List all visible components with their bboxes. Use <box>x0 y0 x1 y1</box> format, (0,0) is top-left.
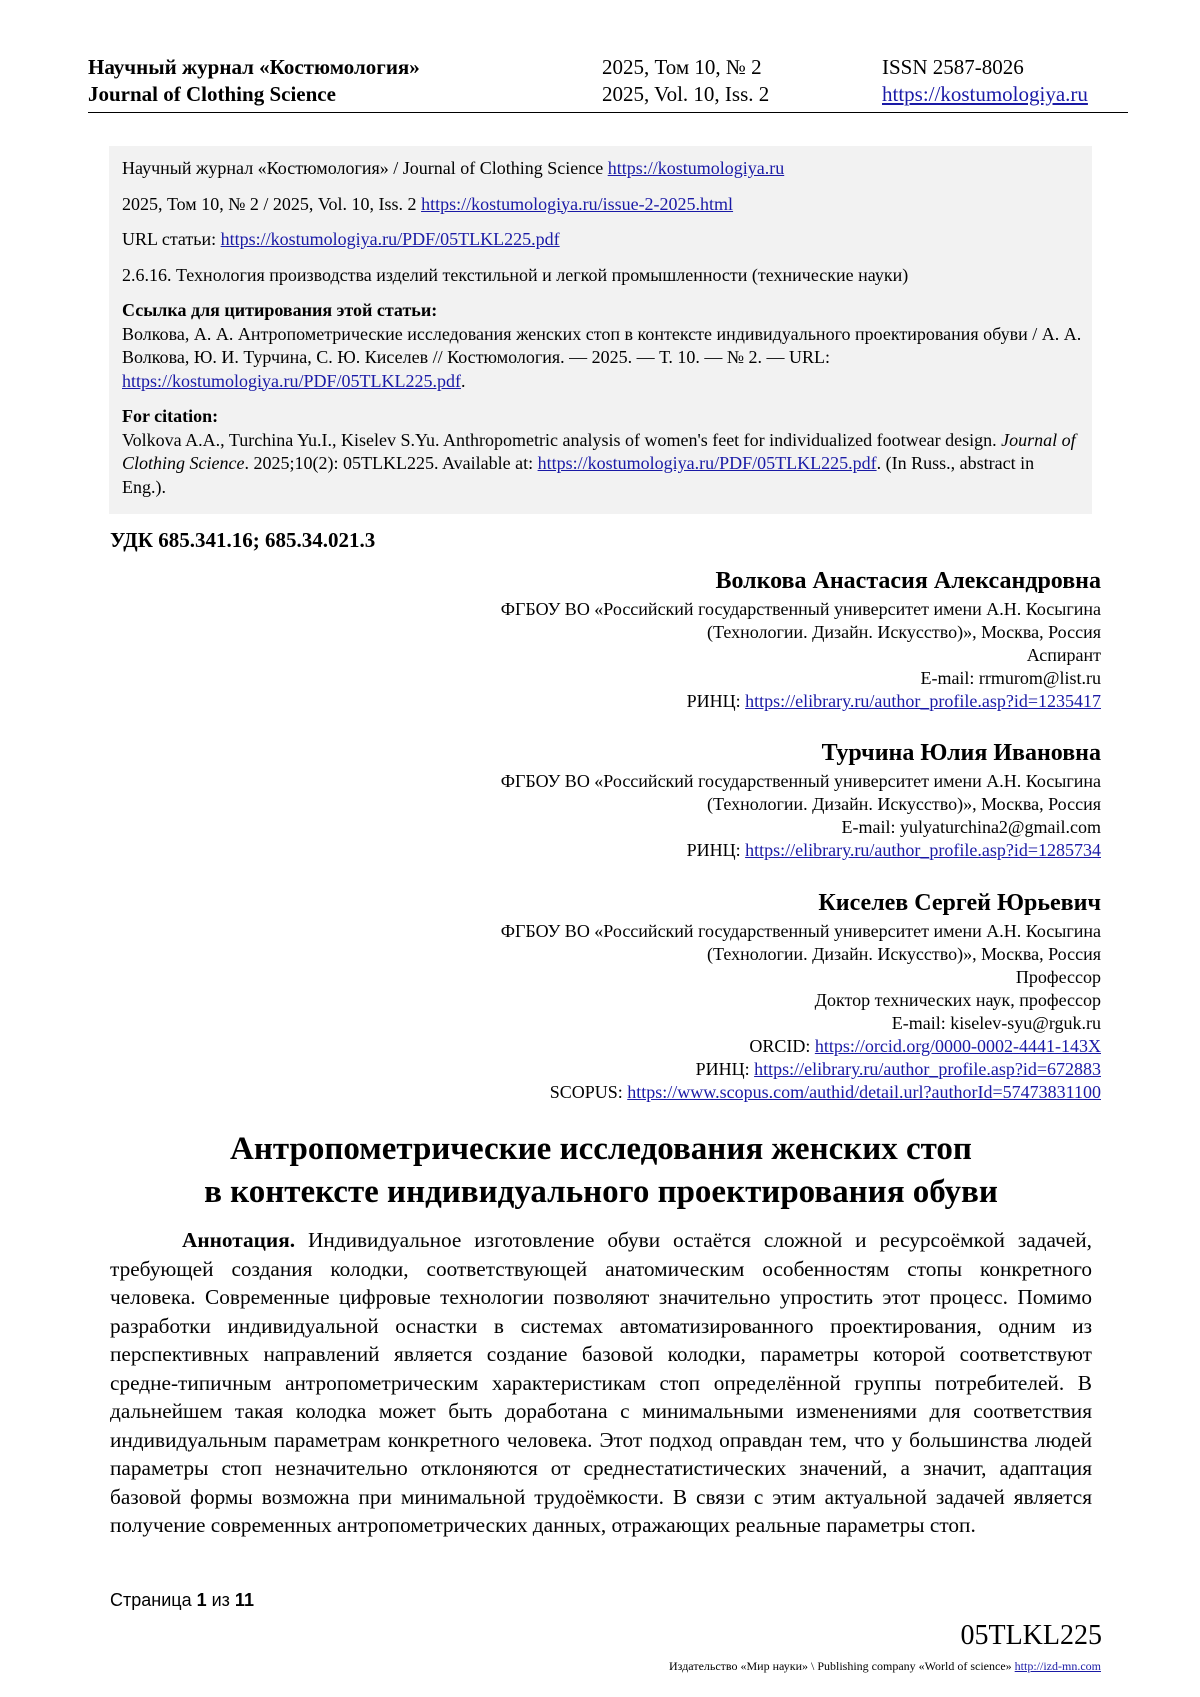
page-current: 1 <box>196 1590 207 1610</box>
page-number: Страница 1 из 11 <box>110 1590 254 1610</box>
author-name: Турчина Юлия Ивановна <box>821 740 1101 766</box>
udk-code: УДК 685.341.16; 685.34.021.3 <box>110 528 376 552</box>
en-citation-text: Volkova A.A., Turchina Yu.I., Kiselev S.Yu. Anthropometric analysis of women's feet for individualized footwear design. <box>122 429 1002 450</box>
en-citation-journal: Journal of Clothing Science <box>122 429 1076 473</box>
abstract-label: Аннотация. <box>182 1228 296 1252</box>
article-title-line-1: Антропометрические исследования женских стоп <box>230 1131 972 1167</box>
cite-journal-text: Научный журнал «Костюмология» / Journal of Clothing Science <box>122 158 608 178</box>
author-rinc: РИНЦ: https://elibrary.ru/author_profile.asp?id=1235417 <box>686 691 1101 711</box>
cite-journal-line <box>122 157 1082 181</box>
author-name: Киселев Сергей Юрьевич <box>818 890 1101 916</box>
author-name: Волкова Анастасия Александровна <box>715 568 1101 594</box>
cite-issue-link[interactable]: https://kostumologiya.ru/issue-2-2025.html <box>421 193 734 214</box>
header-journal <box>88 54 420 108</box>
journal-name-ru: Научный журнал «Костюмология» <box>88 55 420 79</box>
en-citation-link[interactable]: https://kostumologiya.ru/PDF/05TLKL225.pdf <box>537 453 877 473</box>
ru-citation-heading: Ссылка для цитирования этой статьи: <box>122 300 438 320</box>
author-affiliation: ФГБОУ ВО «Российский государственный университет имени А.Н. Косыгина <box>500 771 1101 791</box>
author-affiliation-cont: (Технологии. Дизайн. Искусство)», Москва, Россия <box>707 794 1101 814</box>
publisher-line: Издательство «Мир науки» \ Publishing company «World of science» http://izd-mn.com <box>669 1659 1101 1673</box>
header-issn <box>882 54 1088 108</box>
ru-citation-link[interactable]: https://kostumologiya.ru/PDF/05TLKL225.pdf <box>122 370 462 391</box>
author-affiliation: ФГБОУ ВО «Российский государственный университет имени А.Н. Косыгина <box>500 599 1101 619</box>
header-issue <box>602 54 769 108</box>
page-total: 11 <box>234 1590 254 1610</box>
author-position: Аспирант <box>1026 645 1101 665</box>
article-title <box>110 1128 1092 1214</box>
ru-citation: Волкова, А. А. Антропометрические исследования женских стоп в контексте индивидуального проектирования обуви / А. А. Волкова, Ю. И. Турчина, С. Ю. Киселев // Костюмология. — 2025. — Т. 10. — № 2. — URL: https://kostumologiya.ru/PDF/05TLKL225.pdf. <box>122 323 1082 391</box>
rinc-link[interactable]: https://elibrary.ru/author_profile.asp?id=1285734 <box>745 840 1101 860</box>
en-citation <box>122 429 1082 500</box>
cite-url-line <box>122 228 1082 252</box>
author-block <box>101 566 1101 713</box>
journal-site-link[interactable]: https://kostumologiya.ru <box>882 82 1088 106</box>
author-degree: Доктор технических наук, профессор <box>814 990 1101 1010</box>
author-block <box>101 738 1101 862</box>
abstract <box>110 1226 1092 1540</box>
cite-issue-text: 2025, Том 10, № 2 / 2025, Vol. 10, Iss. 2 <box>122 193 422 214</box>
orcid-link[interactable]: https://orcid.org/0000-0002-4441-143X <box>814 1036 1101 1056</box>
en-citation-text-2: . 2025;10(2): 05TLKL225. Available at: <box>244 453 538 473</box>
author-affiliation-cont: (Технологии. Дизайн. Искусство)», Москва, Россия <box>707 944 1101 964</box>
author-orcid: ORCID: https://orcid.org/0000-0002-4441-143X <box>749 1036 1101 1056</box>
ru-citation-text: Волкова, А. А. Антропометрические исследования женских стоп в контексте индивидуального проектирования обуви / А. А. Волкова, Ю. И. Турчина, С. Ю. Киселев // Костюмология. — 2025. — Т. 10. — № 2. — URL: <box>122 323 1082 367</box>
cite-url-link[interactable]: https://kostumologiya.ru/PDF/05TLKL225.pdf <box>220 229 560 249</box>
speciality: 2.6.16. Технология производства изделий текстильной и легкой промышленности (технические науки) <box>122 264 909 285</box>
journal-name-en: Journal of Clothing Science <box>88 82 336 106</box>
citation-box <box>109 146 1092 514</box>
rinc-link[interactable]: https://elibrary.ru/author_profile.asp?id=1235417 <box>745 691 1101 711</box>
en-citation-text-3: . (In Russ., abstract in Eng.). <box>122 453 1035 497</box>
article-title-line-2: в контексте индивидуального проектирования обуви <box>204 1174 998 1210</box>
author-email: E-mail: yulyaturchina2@gmail.com <box>841 817 1101 837</box>
author-position: Профессор <box>1015 967 1101 987</box>
rinc-link[interactable]: https://elibrary.ru/author_profile.asp?id=672883 <box>754 1059 1101 1079</box>
author-rinc: РИНЦ: https://elibrary.ru/author_profile.asp?id=1285734 <box>686 840 1101 860</box>
issue-ru: 2025, Том 10, № 2 <box>602 55 762 79</box>
cite-url-label: URL статьи: <box>122 229 221 249</box>
abstract-text: Индивидуальное изготовление обуви остаётся сложной и ресурсоёмкой задачей, требующей создания колодки, соответствующей анатомическим особенностям стопы конкретного человека. Современные цифровые технологии позволяют значительно упростить этот процесс. Помимо разработки индивидуальной оснастки в системах автоматизированного проектирования, одним из перспективных направлений является создание базовой колодки, параметры которой соответствуют средне-типичным антропометрическим характеристикам стоп определённой группы потребителей. В дальнейшем такая колодка может быть доработана с минимальными изменениями для соответствия индивидуальным параметрам конкретного человека. Этот подход оправдан тем, что у большинства людей параметры стоп незначительно отклоняются от среднестатистических значений, а значит, адаптация базовой формы возможна при минимальной трудоёмкости. В связи с этим актуальной задачей является получение современных антропометрических данных, отражающих реальные параметры стоп. <box>110 1228 1092 1537</box>
en-citation-heading: For citation: <box>122 406 219 426</box>
author-block <box>101 888 1101 1104</box>
publisher-link[interactable]: http://izd-mn.com <box>1014 1659 1101 1673</box>
header-divider <box>88 112 1128 113</box>
author-email: E-mail: kiselev-syu@rguk.ru <box>891 1013 1101 1033</box>
cite-issue-line <box>122 193 1082 217</box>
article-code: 05TLKL225 <box>960 1620 1102 1651</box>
cite-journal-link[interactable]: https://kostumologiya.ru <box>607 158 785 178</box>
issn: ISSN 2587-8026 <box>882 55 1024 79</box>
author-affiliation-cont: (Технологии. Дизайн. Искусство)», Москва, Россия <box>707 622 1101 642</box>
author-scopus: SCOPUS: https://www.scopus.com/authid/detail.url?authorId=57473831100 <box>549 1082 1101 1102</box>
scopus-link[interactable]: https://www.scopus.com/authid/detail.url?authorId=57473831100 <box>627 1082 1101 1102</box>
issue-en: 2025, Vol. 10, Iss. 2 <box>602 82 770 106</box>
author-rinc: РИНЦ: https://elibrary.ru/author_profile.asp?id=672883 <box>695 1059 1101 1079</box>
author-affiliation: ФГБОУ ВО «Российский государственный университет имени А.Н. Косыгина <box>500 921 1101 941</box>
author-email: E-mail: rrmurom@list.ru <box>920 668 1101 688</box>
